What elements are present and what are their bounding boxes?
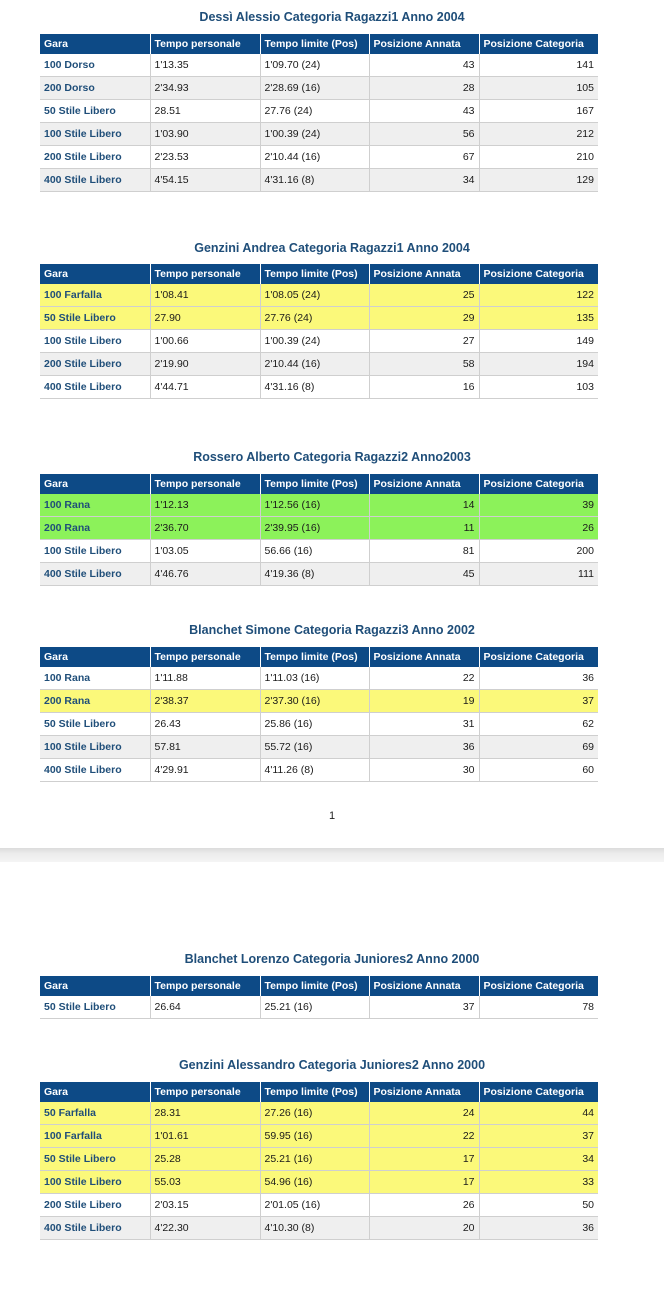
table-row (40, 330, 598, 353)
table-header-row (40, 647, 598, 667)
event-cell: 200 Dorso (40, 77, 150, 100)
limit-time-cell: 1'08.05 (24) (260, 284, 369, 307)
category-position-cell: 135 (479, 307, 598, 330)
column-header: Gara (40, 474, 150, 494)
year-position-cell: 37 (369, 996, 479, 1019)
year-position-cell: 11 (369, 517, 479, 540)
table-row (40, 146, 598, 169)
table-row (40, 1171, 598, 1194)
event-cell: 100 Stile Libero (40, 540, 150, 563)
year-position-cell: 24 (369, 1102, 479, 1125)
year-position-cell: 36 (369, 736, 479, 759)
year-position-cell: 29 (369, 307, 479, 330)
personal-time-cell: 1'12.13 (150, 494, 260, 517)
column-header: Posizione Categoria (479, 976, 598, 996)
table-row (40, 353, 598, 376)
limit-time-cell: 2'10.44 (16) (260, 146, 369, 169)
personal-time-cell: 2'38.37 (150, 690, 260, 713)
category-position-cell: 37 (479, 1125, 598, 1148)
category-position-cell: 210 (479, 146, 598, 169)
column-header: Tempo limite (Pos) (260, 1082, 369, 1102)
column-header: Posizione Annata (369, 264, 479, 284)
event-cell: 400 Stile Libero (40, 169, 150, 192)
category-position-cell: 62 (479, 713, 598, 736)
results-table (40, 647, 598, 782)
personal-time-cell: 2'19.90 (150, 353, 260, 376)
column-header: Tempo limite (Pos) (260, 34, 369, 54)
table-header-row (40, 264, 598, 284)
limit-time-cell: 25.86 (16) (260, 713, 369, 736)
category-position-cell: 103 (479, 376, 598, 399)
column-header: Tempo personale (150, 647, 260, 667)
year-position-cell: 19 (369, 690, 479, 713)
personal-time-cell: 1'03.90 (150, 123, 260, 146)
table-row (40, 1102, 598, 1125)
table-row (40, 540, 598, 563)
table-header-row (40, 474, 598, 494)
event-cell: 400 Stile Libero (40, 1217, 150, 1240)
personal-time-cell: 28.31 (150, 1102, 260, 1125)
personal-time-cell: 2'36.70 (150, 517, 260, 540)
personal-time-cell: 1'13.35 (150, 54, 260, 77)
year-position-cell: 43 (369, 100, 479, 123)
category-position-cell: 105 (479, 77, 598, 100)
column-header: Tempo limite (Pos) (260, 647, 369, 667)
category-position-cell: 167 (479, 100, 598, 123)
column-header: Posizione Categoria (479, 34, 598, 54)
column-header: Posizione Annata (369, 647, 479, 667)
column-header: Tempo personale (150, 1082, 260, 1102)
personal-time-cell: 4'54.15 (150, 169, 260, 192)
athlete-title: Dessì Alessio Categoria Ragazzi1 Anno 2004 (199, 10, 465, 24)
results-table (40, 1082, 598, 1240)
year-position-cell: 25 (369, 284, 479, 307)
year-position-cell: 81 (369, 540, 479, 563)
limit-time-cell: 4'11.26 (8) (260, 759, 369, 782)
event-cell: 50 Stile Libero (40, 100, 150, 123)
table-row (40, 494, 598, 517)
event-cell: 50 Stile Libero (40, 307, 150, 330)
year-position-cell: 22 (369, 1125, 479, 1148)
results-table (40, 474, 598, 586)
event-cell: 100 Stile Libero (40, 1171, 150, 1194)
limit-time-cell: 55.72 (16) (260, 736, 369, 759)
event-cell: 100 Stile Libero (40, 330, 150, 353)
column-header: Posizione Annata (369, 976, 479, 996)
column-header: Gara (40, 976, 150, 996)
table-row (40, 736, 598, 759)
category-position-cell: 69 (479, 736, 598, 759)
event-cell: 400 Stile Libero (40, 376, 150, 399)
event-cell: 50 Stile Libero (40, 1148, 150, 1171)
limit-time-cell: 1'00.39 (24) (260, 123, 369, 146)
limit-time-cell: 54.96 (16) (260, 1171, 369, 1194)
year-position-cell: 28 (369, 77, 479, 100)
category-position-cell: 129 (479, 169, 598, 192)
personal-time-cell: 1'03.05 (150, 540, 260, 563)
column-header: Gara (40, 647, 150, 667)
year-position-cell: 16 (369, 376, 479, 399)
category-position-cell: 26 (479, 517, 598, 540)
category-position-cell: 111 (479, 563, 598, 586)
year-position-cell: 58 (369, 353, 479, 376)
limit-time-cell: 2'01.05 (16) (260, 1194, 369, 1217)
column-header: Gara (40, 34, 150, 54)
year-position-cell: 31 (369, 713, 479, 736)
column-header: Tempo limite (Pos) (260, 976, 369, 996)
column-header: Posizione Annata (369, 1082, 479, 1102)
results-table (40, 976, 598, 1019)
column-header: Posizione Categoria (479, 264, 598, 284)
category-position-cell: 34 (479, 1148, 598, 1171)
limit-time-cell: 4'19.36 (8) (260, 563, 369, 586)
event-cell: 100 Farfalla (40, 284, 150, 307)
table-row (40, 54, 598, 77)
table-row (40, 1148, 598, 1171)
table-row (40, 123, 598, 146)
athlete-title: Blanchet Lorenzo Categoria Juniores2 Anno 2000 (184, 952, 480, 966)
personal-time-cell: 26.43 (150, 713, 260, 736)
table-row (40, 517, 598, 540)
year-position-cell: 22 (369, 667, 479, 690)
category-position-cell: 149 (479, 330, 598, 353)
personal-time-cell: 1'11.88 (150, 667, 260, 690)
event-cell: 200 Stile Libero (40, 146, 150, 169)
column-header: Posizione Annata (369, 474, 479, 494)
category-position-cell: 33 (479, 1171, 598, 1194)
event-cell: 100 Rana (40, 667, 150, 690)
category-position-cell: 141 (479, 54, 598, 77)
personal-time-cell: 1'01.61 (150, 1125, 260, 1148)
limit-time-cell: 27.26 (16) (260, 1102, 369, 1125)
personal-time-cell: 4'46.76 (150, 563, 260, 586)
personal-time-cell: 57.81 (150, 736, 260, 759)
table-row (40, 1217, 598, 1240)
athlete-title: Rossero Alberto Categoria Ragazzi2 Anno2003 (193, 450, 471, 464)
personal-time-cell: 25.28 (150, 1148, 260, 1171)
event-cell: 100 Stile Libero (40, 123, 150, 146)
column-header: Tempo personale (150, 264, 260, 284)
event-cell: 50 Farfalla (40, 1102, 150, 1125)
column-header: Tempo personale (150, 474, 260, 494)
athlete-title: Genzini Andrea Categoria Ragazzi1 Anno 2004 (194, 241, 470, 255)
document-page-2 (0, 862, 664, 1296)
table-row (40, 667, 598, 690)
limit-time-cell: 1'12.56 (16) (260, 494, 369, 517)
column-header: Posizione Categoria (479, 474, 598, 494)
limit-time-cell: 2'10.44 (16) (260, 353, 369, 376)
limit-time-cell: 2'28.69 (16) (260, 77, 369, 100)
page-number: 1 (328, 810, 336, 822)
personal-time-cell: 27.90 (150, 307, 260, 330)
event-cell: 200 Rana (40, 517, 150, 540)
category-position-cell: 36 (479, 667, 598, 690)
personal-time-cell: 26.64 (150, 996, 260, 1019)
event-cell: 100 Stile Libero (40, 736, 150, 759)
table-row (40, 690, 598, 713)
year-position-cell: 17 (369, 1171, 479, 1194)
event-cell: 400 Stile Libero (40, 759, 150, 782)
table-row (40, 169, 598, 192)
event-cell: 100 Rana (40, 494, 150, 517)
table-row (40, 1194, 598, 1217)
personal-time-cell: 55.03 (150, 1171, 260, 1194)
category-position-cell: 212 (479, 123, 598, 146)
limit-time-cell: 2'39.95 (16) (260, 517, 369, 540)
year-position-cell: 27 (369, 330, 479, 353)
column-header: Tempo limite (Pos) (260, 474, 369, 494)
table-row (40, 376, 598, 399)
category-position-cell: 36 (479, 1217, 598, 1240)
limit-time-cell: 1'00.39 (24) (260, 330, 369, 353)
year-position-cell: 34 (369, 169, 479, 192)
personal-time-cell: 4'22.30 (150, 1217, 260, 1240)
event-cell: 50 Stile Libero (40, 713, 150, 736)
category-position-cell: 39 (479, 494, 598, 517)
event-cell: 50 Stile Libero (40, 996, 150, 1019)
year-position-cell: 20 (369, 1217, 479, 1240)
athlete-title: Genzini Alessandro Categoria Juniores2 Anno 2000 (178, 1058, 486, 1072)
table-row (40, 100, 598, 123)
category-position-cell: 37 (479, 690, 598, 713)
limit-time-cell: 25.21 (16) (260, 996, 369, 1019)
table-row (40, 284, 598, 307)
limit-time-cell: 1'11.03 (16) (260, 667, 369, 690)
personal-time-cell: 4'44.71 (150, 376, 260, 399)
year-position-cell: 56 (369, 123, 479, 146)
table-header-row (40, 976, 598, 996)
table-row (40, 713, 598, 736)
personal-time-cell: 28.51 (150, 100, 260, 123)
year-position-cell: 26 (369, 1194, 479, 1217)
limit-time-cell: 59.95 (16) (260, 1125, 369, 1148)
category-position-cell: 122 (479, 284, 598, 307)
personal-time-cell: 1'08.41 (150, 284, 260, 307)
year-position-cell: 30 (369, 759, 479, 782)
column-header: Posizione Categoria (479, 647, 598, 667)
category-position-cell: 78 (479, 996, 598, 1019)
table-row (40, 996, 598, 1019)
personal-time-cell: 4'29.91 (150, 759, 260, 782)
table-row (40, 307, 598, 330)
limit-time-cell: 4'31.16 (8) (260, 169, 369, 192)
column-header: Tempo personale (150, 34, 260, 54)
results-table (40, 264, 598, 399)
table-header-row (40, 1082, 598, 1102)
personal-time-cell: 2'23.53 (150, 146, 260, 169)
results-table (40, 34, 598, 192)
limit-time-cell: 27.76 (24) (260, 100, 369, 123)
limit-time-cell: 1'09.70 (24) (260, 54, 369, 77)
event-cell: 200 Rana (40, 690, 150, 713)
column-header: Gara (40, 1082, 150, 1102)
limit-time-cell: 25.21 (16) (260, 1148, 369, 1171)
personal-time-cell: 2'34.93 (150, 77, 260, 100)
event-cell: 200 Stile Libero (40, 353, 150, 376)
category-position-cell: 50 (479, 1194, 598, 1217)
event-cell: 200 Stile Libero (40, 1194, 150, 1217)
table-row (40, 759, 598, 782)
event-cell: 100 Farfalla (40, 1125, 150, 1148)
personal-time-cell: 1'00.66 (150, 330, 260, 353)
category-position-cell: 200 (479, 540, 598, 563)
year-position-cell: 43 (369, 54, 479, 77)
table-row (40, 563, 598, 586)
personal-time-cell: 2'03.15 (150, 1194, 260, 1217)
category-position-cell: 44 (479, 1102, 598, 1125)
limit-time-cell: 27.76 (24) (260, 307, 369, 330)
year-position-cell: 67 (369, 146, 479, 169)
limit-time-cell: 56.66 (16) (260, 540, 369, 563)
table-header-row (40, 34, 598, 54)
event-cell: 400 Stile Libero (40, 563, 150, 586)
table-row (40, 1125, 598, 1148)
event-cell: 100 Dorso (40, 54, 150, 77)
table-row (40, 77, 598, 100)
limit-time-cell: 2'37.30 (16) (260, 690, 369, 713)
page-separator (0, 848, 664, 862)
year-position-cell: 17 (369, 1148, 479, 1171)
year-position-cell: 14 (369, 494, 479, 517)
category-position-cell: 60 (479, 759, 598, 782)
column-header: Gara (40, 264, 150, 284)
column-header: Tempo limite (Pos) (260, 264, 369, 284)
category-position-cell: 194 (479, 353, 598, 376)
limit-time-cell: 4'10.30 (8) (260, 1217, 369, 1240)
year-position-cell: 45 (369, 563, 479, 586)
column-header: Posizione Categoria (479, 1082, 598, 1102)
limit-time-cell: 4'31.16 (8) (260, 376, 369, 399)
column-header: Tempo personale (150, 976, 260, 996)
column-header: Posizione Annata (369, 34, 479, 54)
athlete-title: Blanchet Simone Categoria Ragazzi3 Anno 2002 (189, 623, 475, 637)
